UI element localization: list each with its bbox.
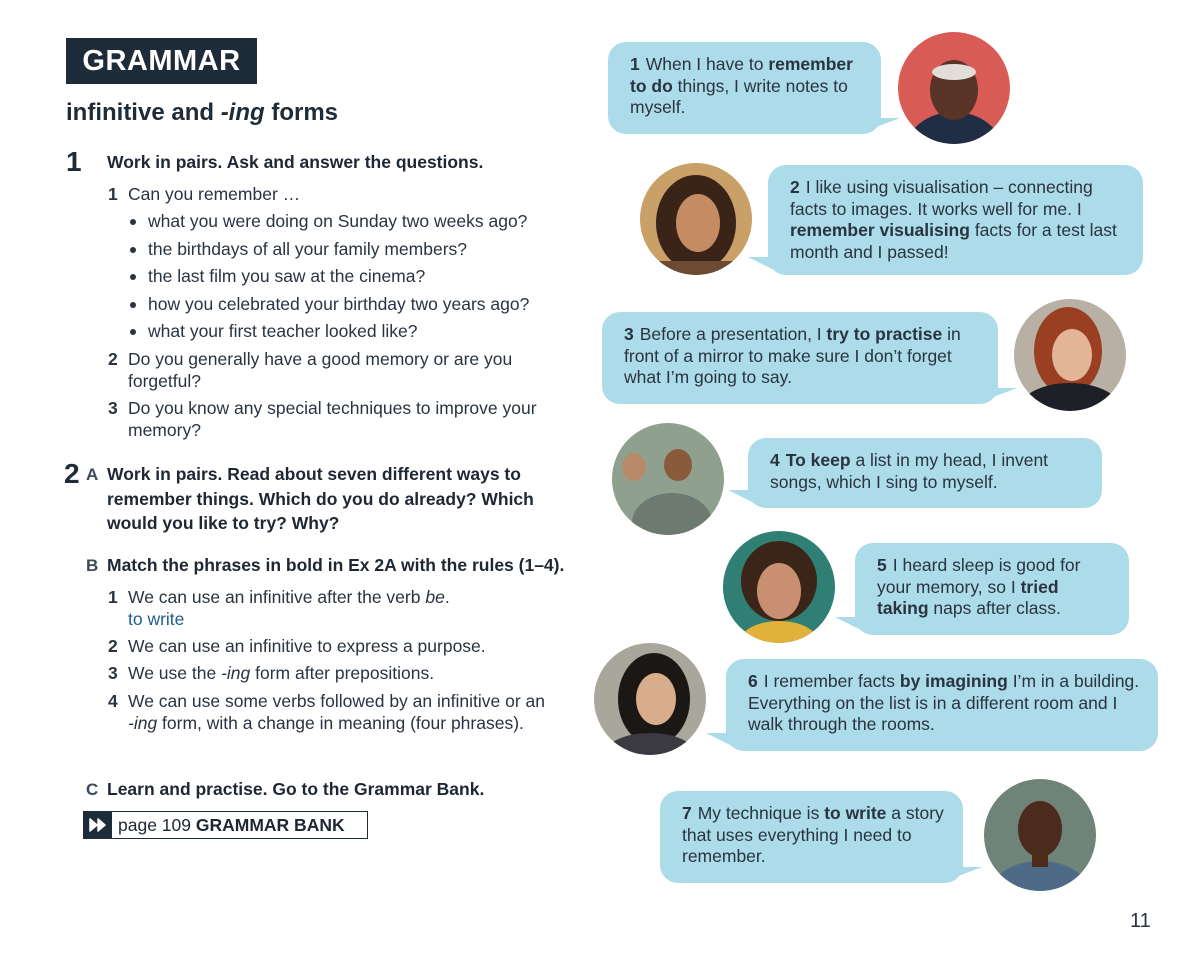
speech-bubble-3: 3 Before a presentation, I try to practise in front of a mirror to make sure I don’t forget what I’m going to say. [602,312,998,404]
avatar [1014,299,1126,411]
exercise-2a-letter: A [86,465,99,484]
section-title: GRAMMAR [66,38,257,84]
exercise-2c-letter: C [86,780,99,799]
question-2: 2 Do you generally have a good memory or are you forgetful? [108,349,513,391]
question-1: 1 Can you remember … [108,184,301,204]
rule-3: 3 We use the -ing form after prepositions. [108,663,435,683]
grammar-subtitle: infinitive and -ing forms [66,99,339,126]
avatar [723,531,835,643]
grammar-bank-page: page 109 [118,814,191,835]
page-number: 11 [1130,910,1151,932]
avatar [898,32,1010,144]
list-item: what your first teacher looked like? [128,318,529,346]
exercise-2a-instruction: Work in pairs. Read about seven different ways to remember things. Which do you do already? Which would you like to try? Why? [107,464,534,533]
speech-bubble-4: 4 To keep a list in my head, I invent songs, which I sing to myself. [748,438,1102,508]
rule-1: 1 We can use an infinitive after the verb be. to write [108,587,450,629]
speech-bubble-1: 1 When I have to remember to do things, I write notes to myself. [608,42,881,134]
list-item: what you were doing on Sunday two weeks ago? [128,208,529,236]
speech-bubble-7: 7 My technique is to write a story that uses everything I need to remember. [660,791,963,883]
speech-bubble-2: 2 I like using visualisation – connecting facts to images. It works well for me. I remember visualising facts for a test last month and I passed! [768,165,1143,275]
exercise-2-number: 2 [64,458,80,489]
bubble-tail [835,617,871,635]
question-3: 3 Do you know any special techniques to improve your memory? [108,398,537,440]
bubble-tail [748,257,784,275]
question-1-bullets [128,208,529,346]
bubble-tail [858,118,900,134]
speech-bubble-5: 5 I heard sleep is good for your memory, so I tried taking naps after class. [855,543,1129,635]
exercise-1-number: 1 [66,146,82,177]
list-item: the birthdays of all your family members? [128,236,529,264]
grammar-bank-link[interactable] [83,811,368,839]
avatar [612,423,724,535]
list-item: the last film you saw at the cinema? [128,263,529,291]
bubble-tail [728,490,764,508]
exercise-1-instruction: Work in pairs. Ask and answer the questions. [107,152,484,172]
rule-4: 4 We can use some verbs followed by an infinitive or an -ing form, with a change in meaning (four phrases). [108,691,545,733]
list-item: how you celebrated your birthday two years ago? [128,291,529,319]
avatar [594,643,706,755]
exercise-2b-letter: B [86,556,99,575]
exercise-2c-instruction: Learn and practise. Go to the Grammar Bank. [107,779,485,799]
rule-1-answer: to write [128,609,185,629]
avatar [984,779,1096,891]
bubble-tail [975,388,1017,404]
bubble-tail [940,867,982,883]
speech-bubble-6: 6 I remember facts by imagining I’m in a building. Everything on the list is in a different room and I walk through the rooms. [726,659,1158,751]
fast-forward-icon [84,812,112,838]
exercise-2b-instruction: Match the phrases in bold in Ex 2A with the rules (1–4). [107,555,565,575]
rule-2: 2 We can use an infinitive to express a purpose. [108,636,486,656]
grammar-bank-label: GRAMMAR BANK [195,814,345,835]
bubble-tail [706,733,742,751]
avatar [640,163,752,275]
